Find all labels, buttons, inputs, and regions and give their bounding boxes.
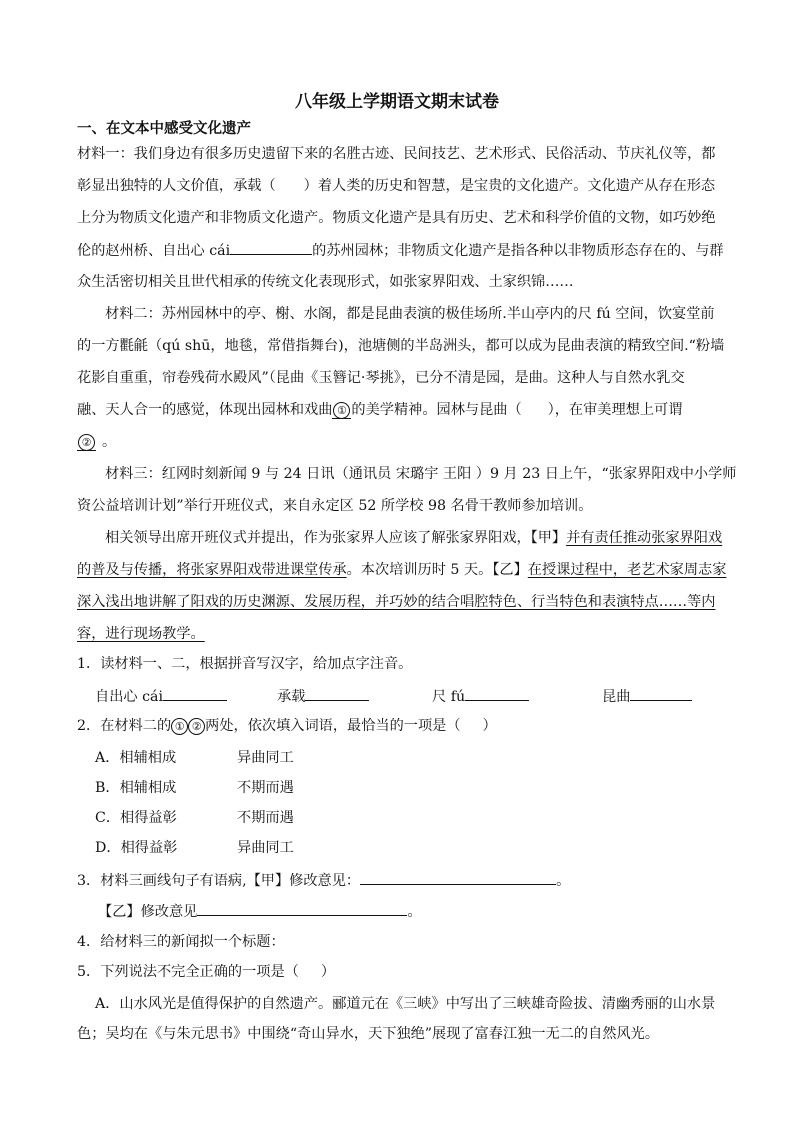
material2-line5 xyxy=(77,432,749,452)
material3-line1: 材料三：红网时刻新闻 9 与 24 日讯（通讯员 宋璐宇 王阳 ）9 月 23 日上午，“张家界阳戏中小学师 xyxy=(105,466,737,482)
material2-text: 。 xyxy=(102,434,117,450)
underlined-sentence-jia: 并有责任推动张家界阳戏 xyxy=(566,530,723,546)
question-5-stem: 5．下列说法不完全正确的一项是（ ） xyxy=(77,964,336,980)
underlined-sentence-yi: 深入浅出地讲解了阳戏的历史渊源、发展历程，并巧妙的结合唱腔特色、行当特色和表演特点……等内 xyxy=(77,594,716,610)
material2-line4 xyxy=(77,400,749,420)
q5-option-a-line1: A．山水风光是值得保护的自然遗产。郦道元在《三峡》中写出了三峡雄奇险拔、清幽秀丽的山水景 xyxy=(95,996,716,1012)
answer-blank[interactable] xyxy=(630,686,692,701)
material2-line1: 材料二：苏州园林中的亭、榭、水阁，都是昆曲表演的极佳场所.半山亭内的尺 fú 空间，饮宴堂前 xyxy=(105,306,715,322)
answer-blank[interactable] xyxy=(465,686,529,701)
material2-text: ），在审美理想上可谓 xyxy=(547,402,683,418)
material2-line3: 花影自重重，帘卷残荷水殿风”（昆曲《玉簪记·琴挑》，已分不清是园，是曲。这种人与自然水乳交 xyxy=(77,370,685,386)
material2-text: 的美学精神。园林与昆曲（ xyxy=(351,402,522,418)
q1-item-c: 尺 fú xyxy=(432,686,529,707)
q5-option-a-line2: 色；吴均在《与朱元思书》中围绕“奇山异水，天下独绝”展现了富春江独一无二的自然风光。 xyxy=(77,1026,660,1042)
question-3-line2: 【乙】修改意见 。 xyxy=(98,901,770,922)
q1-item-b: 承载 xyxy=(277,686,369,707)
material3-text: 相关领导出席开班仪式并提出，作为张家界人应该了解张家界阳戏，【甲】 xyxy=(105,530,567,546)
material1-text: 的苏州园林；非物质文化遗产是指各种以非物质形态存在的、与群 xyxy=(312,243,724,259)
blank-marker-2: ② xyxy=(77,434,96,451)
q1-item-d: 昆曲 xyxy=(602,686,692,707)
exam-page: 八年级上学期语文期末试卷 一、在文本中感受文化遗产 材料一：我们身边有很多历史遗留下来的名胜古迹、民间技艺、艺术形式、民俗活动、节庆礼仪等，都 彰显出独特的人文价值，承载（ ）着人类的历史和智慧，是宝贵的文化遗产。文化遗产从存在形态 上分为物质文化遗产和非物质文化遗产。物质文化遗产是具有历史、艺术和科学价值的文物，如巧妙绝 伦的赵州桥、自出心 cái 的苏州园林；非物质文化遗产是指各种以非物质形态存在的、与群 众生活密切相关且世代相承的传统文化表现形式，如张家界阳戏、土家织锦…… 材料二：苏州园林中的亭、榭、水阁，都是昆曲表演的极佳场所.半山亭内的尺 fú 空间，饮宴堂前 的一方氍毹（qú shū，地毯，常借指舞台)，池塘侧的半岛洲头，都可以成为昆曲表演的精致空间.“粉墙 花影自重重，帘卷残荷水殿风”（昆曲《玉簪记·琴挑》，已分不清是园，是曲。这种人与自然水乳交 融、天人合一的感觉，体现出园林和戏曲 ① 的美学精神。园林与昆曲（ ），在审美理想上可谓 ② 。 材料三：红网时刻新闻 9 与 24 日讯（通讯员 宋璐宇 王阳 ）9 月 23 日上午，“张家界阳戏中小学师 资公益培训计划”举行开班仪式，来自永定区 52 所学校 98 名骨干教师参加培训。 相关领导出席开班仪式并提出，作为张家界人应该了解张家界阳戏，【甲】并有责任推动张家界阳戏 的普及与传播，将张家界阳戏带进课堂传承。本次培训历时 5 天。【乙】在授课过程中，老艺术家周志家 深入浅出地讲解了阳戏的历史渊源、发展历程，并巧妙的结合唱腔特色、行当特色和表演特点……等内 容，进行现场教学。 1．读材料一、二，根据拼音写汉字，给加点字注音。 自出心 cái 承载 尺 fú 昆曲 2．在材料二的 ① ② 两处，依次填入词语，最恰当的一项是（ ） A．相辅相成 异曲同工 B．相辅相成 不期而遇 C．相得益彰 不期而遇 D．相得益彰 异曲同工 3．材料三画线句子有语病,【甲】修改意见： 。 【乙】修改意见 。 4．给材料三的新闻拟一个标题： 5．下列说法不完全正确的一项是（ ） A．山水风光是值得保护的自然遗产。郦道元在《三峡》中写出了三峡雄奇险拔、清幽秀丽的山水景 色；吴均在《与朱元思书》中围绕“奇山异水，天下独绝”展现了富春江独一无二的自然风光。 xyxy=(0,0,794,1123)
material1-line4 xyxy=(77,240,749,261)
material3-line2: 资公益培训计划”举行开班仪式，来自永定区 52 所学校 98 名骨干教师参加培训。 xyxy=(77,498,593,514)
material1-line1: 材料一：我们身边有很多历史遗留下来的名胜古迹、民间技艺、艺术形式、民俗活动、节庆礼仪等，都 xyxy=(77,146,716,162)
question-2-stem: 2．在材料二的 ① ② 两处，依次填入词语，最恰当的一项是（ ） xyxy=(77,718,497,734)
material1-text: ）着人类的历史和智慧，是宝贵的文化遗产。文化遗产从存在形态 xyxy=(303,178,716,194)
question-4-stem: 4．给材料三的新闻拟一个标题： xyxy=(77,934,285,950)
page-title: 八年级上学期语文期末试卷 xyxy=(295,92,499,112)
blank-marker-1: ① xyxy=(171,718,188,735)
material3-line4 xyxy=(77,560,749,580)
material1-text: 伦的赵州桥、自出心 cái xyxy=(77,243,231,259)
question-3-stem: 3．材料三画线句子有语病,【甲】修改意见： 。 xyxy=(77,870,749,891)
underlined-sentence-jia: 的普及与传播，将张家界阳戏带进课堂传承 xyxy=(77,562,347,578)
material2-text: 融、天人合一的感觉，体现出园林和戏曲 xyxy=(77,402,333,418)
q1-item-a: 自出心 cái xyxy=(95,686,227,707)
material1-line2 xyxy=(77,176,749,196)
material3-line3 xyxy=(105,528,750,548)
material2-line2: 的一方氍毹（qú shū，地毯，常借指舞台)，池塘侧的半岛洲头，都可以成为昆曲表演的精致空间.“粉墙 xyxy=(77,338,725,354)
material1-line5: 众生活密切相关且世代相承的传统文化表现形式，如张家界阳戏、土家织锦…… xyxy=(77,274,574,290)
underlined-sentence-yi: 容，进行现场教学。 xyxy=(77,626,205,642)
blank-marker-1: ① xyxy=(332,402,351,419)
section-heading: 一、在文本中感受文化遗产 xyxy=(77,121,251,137)
underlined-sentence-yi: 在授课过程中，老艺术家周志家 xyxy=(527,562,727,578)
question-1-stem: 1．读材料一、二，根据拼音写汉字，给加点字注音。 xyxy=(77,656,413,672)
answer-blank[interactable] xyxy=(197,901,407,916)
answer-blank[interactable] xyxy=(305,686,369,701)
material3-line5 xyxy=(77,592,749,612)
material1-line3: 上分为物质文化遗产和非物质文化遗产。物质文化遗产是具有历史、艺术和科学价值的文物，如巧妙绝 xyxy=(77,210,716,226)
material3-text: 。本次培训历时 5 天。【乙】 xyxy=(346,562,528,578)
answer-blank[interactable] xyxy=(163,686,227,701)
blank-marker-2: ② xyxy=(188,718,205,735)
answer-blank[interactable] xyxy=(230,240,312,255)
material1-text: 彰显出独特的人文价值，承载（ xyxy=(77,178,276,194)
answer-blank[interactable] xyxy=(360,870,556,885)
material3-line6 xyxy=(77,624,749,644)
